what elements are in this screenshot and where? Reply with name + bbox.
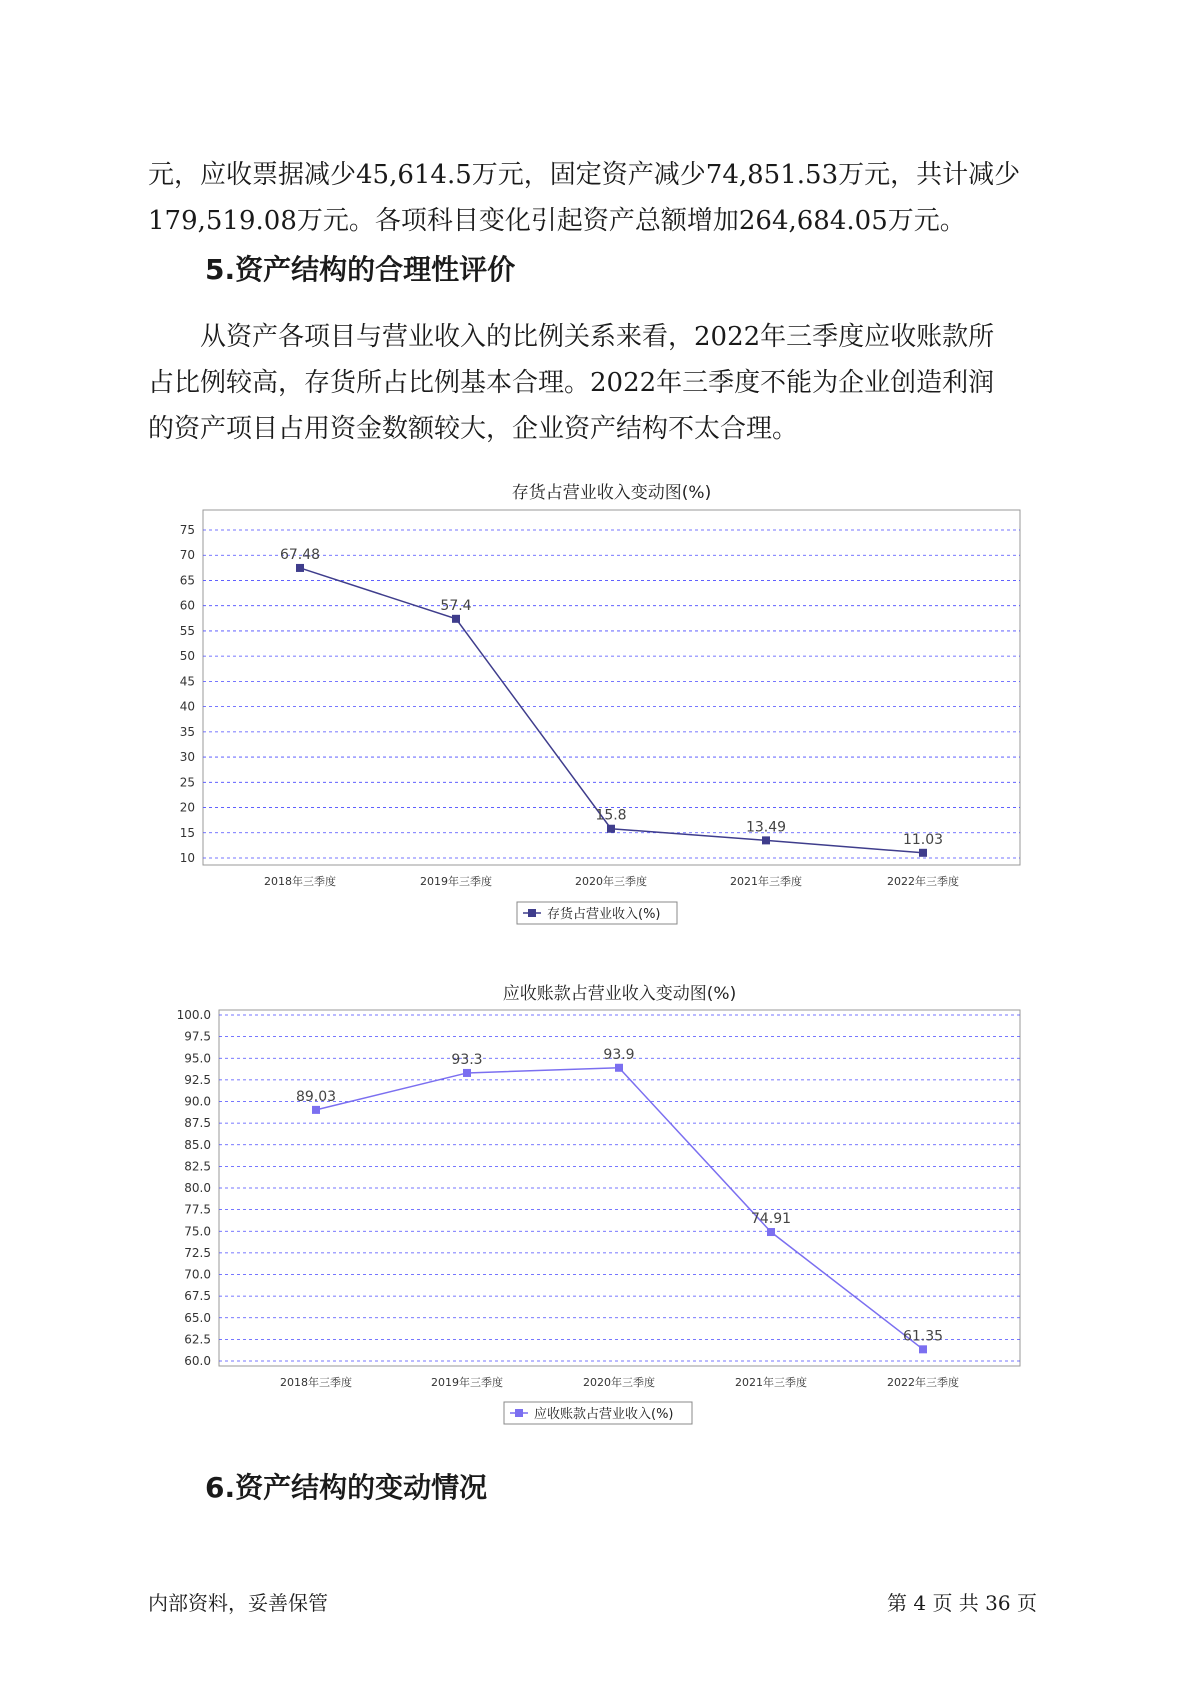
legend-label: 应收账款占营业收入(%) <box>534 1407 674 1422</box>
y-tick-label: 90.0 <box>184 1094 211 1109</box>
data-point <box>767 1228 775 1236</box>
y-tick-label: 50 <box>179 649 195 664</box>
y-tick-label: 25 <box>179 775 195 790</box>
data-point <box>312 1106 320 1114</box>
legend-label: 存货占营业收入(%) <box>547 907 661 922</box>
section5-line-2: 占比例较高，存货所占比例基本合理。2022年三季度不能为企业创造利润 <box>148 368 995 398</box>
data-label: 67.48 <box>279 546 321 563</box>
legend-marker <box>528 909 536 917</box>
y-tick-label: 20 <box>179 800 195 815</box>
legend-marker <box>515 1409 523 1417</box>
data-label: 93.3 <box>451 1051 483 1068</box>
chart-title: 存货占营业收入变动图(%) <box>511 483 712 503</box>
y-tick-label: 87.5 <box>184 1116 211 1131</box>
y-tick-label: 97.5 <box>184 1029 211 1044</box>
x-tick-label: 2022年三季度 <box>887 1376 959 1389</box>
y-tick-label: 72.5 <box>184 1245 211 1260</box>
y-tick-label: 30 <box>179 750 195 765</box>
section5-heading: 5.资产结构的合理性评价 <box>205 253 516 286</box>
receivables-chart <box>0 975 1191 1439</box>
data-label: 15.8 <box>595 807 627 824</box>
intro-paragraph <box>148 152 1048 244</box>
data-label: 61.35 <box>902 1328 944 1345</box>
data-label: 93.9 <box>603 1046 635 1063</box>
data-point <box>296 564 304 572</box>
x-tick-label: 2022年三季度 <box>887 875 959 888</box>
y-tick-label: 100.0 <box>176 1008 211 1022</box>
data-point <box>463 1069 471 1077</box>
data-label: 13.49 <box>745 819 787 836</box>
data-point <box>919 1345 927 1353</box>
y-tick-label: 10 <box>179 851 195 865</box>
y-tick-label: 65.0 <box>184 1310 211 1325</box>
data-label: 74.91 <box>750 1211 792 1228</box>
y-tick-label: 55 <box>179 623 195 638</box>
footer-confidential: 内部资料，妥善保管 <box>148 1591 328 1615</box>
x-tick-label: 2019年三季度 <box>420 875 492 888</box>
data-point <box>919 849 927 857</box>
y-tick-label: 95.0 <box>184 1051 211 1066</box>
inventory-chart <box>0 470 1191 934</box>
section5-paragraph <box>148 314 1048 452</box>
y-tick-label: 15 <box>179 825 195 840</box>
y-tick-label: 70.0 <box>184 1267 211 1282</box>
y-tick-label: 35 <box>179 724 195 739</box>
y-tick-label: 92.5 <box>184 1072 211 1087</box>
y-tick-label: 40 <box>179 699 195 714</box>
x-tick-label: 2021年三季度 <box>735 1376 807 1389</box>
section5-line-1: 从资产各项目与营业收入的比例关系来看，2022年三季度应收账款所 <box>148 322 995 352</box>
data-point <box>452 615 460 623</box>
footer-page-number: 第 4 页 共 36 页 <box>887 1591 1037 1615</box>
data-point <box>762 836 770 844</box>
y-tick-label: 82.5 <box>184 1159 211 1174</box>
data-label: 11.03 <box>902 831 944 848</box>
chart-title: 应收账款占营业收入变动图(%) <box>502 984 737 1004</box>
section6-heading: 6.资产结构的变动情况 <box>205 1471 488 1504</box>
data-point <box>615 1064 623 1072</box>
section5-line-3: 的资产项目占用资金数额较大，企业资产结构不太合理。 <box>148 414 799 444</box>
x-tick-label: 2019年三季度 <box>431 1376 503 1389</box>
y-tick-label: 65 <box>179 573 195 588</box>
y-tick-label: 60.0 <box>184 1354 211 1368</box>
intro-line-2: 179,519.08万元。各项科目变化引起资产总额增加264,684.05万元。 <box>148 206 966 236</box>
y-tick-label: 60 <box>179 598 195 613</box>
y-tick-label: 62.5 <box>184 1332 211 1347</box>
inventory-chart-svg <box>0 470 1191 930</box>
x-tick-label: 2018年三季度 <box>280 1376 352 1389</box>
y-tick-label: 75 <box>179 523 195 537</box>
y-tick-label: 77.5 <box>184 1202 211 1217</box>
y-tick-label: 85.0 <box>184 1137 211 1152</box>
y-tick-label: 67.5 <box>184 1289 211 1304</box>
x-tick-label: 2021年三季度 <box>730 875 802 888</box>
receivables-chart-svg <box>0 975 1191 1435</box>
y-tick-label: 80.0 <box>184 1181 211 1195</box>
data-label: 57.4 <box>440 597 472 614</box>
y-tick-label: 75.0 <box>184 1224 211 1239</box>
data-point <box>607 825 615 833</box>
data-label: 89.03 <box>295 1088 337 1105</box>
x-tick-label: 2018年三季度 <box>264 875 336 888</box>
x-tick-label: 2020年三季度 <box>583 1376 655 1389</box>
y-tick-label: 45 <box>179 674 195 689</box>
intro-line-1: 元，应收票据减少45,614.5万元，固定资产减少74,851.53万元，共计减少 <box>148 160 1021 190</box>
y-tick-label: 70 <box>179 548 195 563</box>
x-tick-label: 2020年三季度 <box>575 875 647 888</box>
